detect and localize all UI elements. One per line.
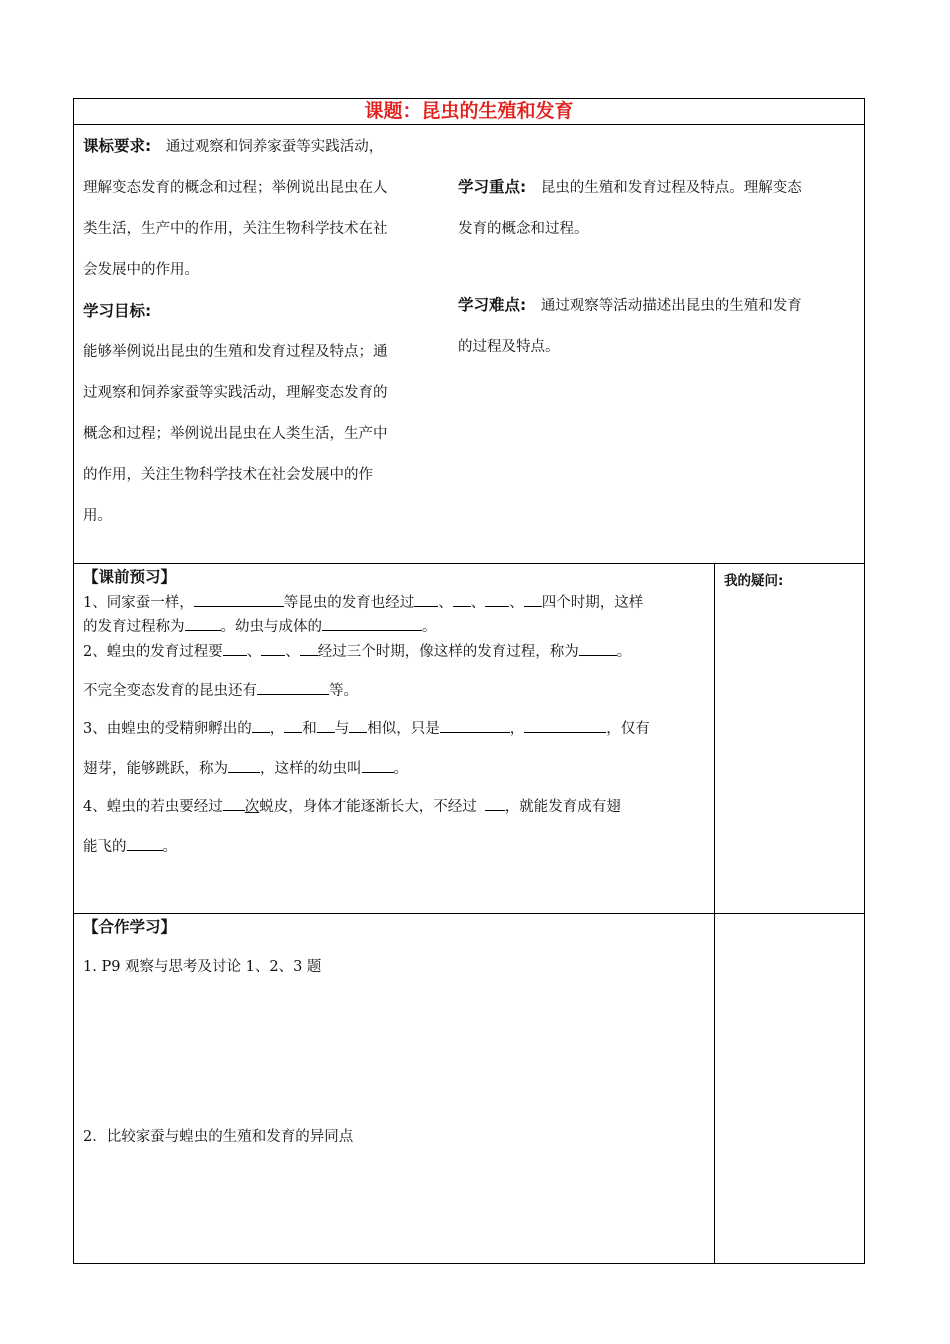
q3-blank-2[interactable] [284, 717, 302, 733]
cooperative-item-1: 1. P9 观察与思考及讨论 1、2、3 题 [83, 959, 322, 975]
difficulties-line-1 [458, 285, 858, 327]
q1-text-f: 四个时期，这样 [541, 595, 644, 612]
q3-text-c: 和 [302, 721, 317, 738]
difficulties-block [458, 285, 858, 368]
goals-line-5: 用。 [83, 508, 112, 524]
q1-text-g: 的发育过程称为 [83, 619, 185, 636]
key-points-label: 学习重点: [458, 178, 527, 196]
q1-sep-3: 、 [509, 595, 524, 612]
goals-line-4: 的作用，关注生物科学技术在社会发展中的作 [83, 467, 373, 483]
q3-text-g: ，仅有 [606, 721, 650, 738]
standards-text: 通过观察和饲养家蚕等实践活动， [165, 139, 384, 155]
divider-side-column [714, 563, 715, 1263]
q3-blank-6[interactable] [524, 717, 606, 733]
q3-text-d: 与 [334, 721, 350, 738]
preview-q2-line-1 [83, 640, 631, 661]
preview-q4-line-1 [83, 795, 621, 816]
q2-blank-examples[interactable] [257, 679, 329, 695]
preview-section [83, 565, 708, 910]
key-points-block [458, 167, 858, 250]
q1-blank-stage-3[interactable] [485, 591, 509, 607]
q1-blank-stage-1[interactable] [414, 591, 438, 607]
q3-text-i: ，这样的幼虫叫 [260, 761, 362, 778]
q1-blank-insects[interactable] [194, 591, 284, 607]
q1-blank-difference[interactable] [322, 615, 422, 631]
difficulties-line-2: 的过程及特点。 [458, 339, 560, 355]
q2-blank-stage-3[interactable] [300, 640, 318, 656]
my-questions-label: 我的疑问: [724, 573, 784, 589]
preview-q1-line-2 [83, 615, 437, 636]
q2-text-d: 经过三个时期，像这样的发育过程，称为 [317, 644, 579, 661]
q4-blank-count[interactable] [223, 795, 245, 811]
key-points-line-1 [458, 167, 858, 209]
preview-q3-line-1 [83, 717, 650, 738]
q3-text-a: 3、由蝗虫的受精卵孵出的 [83, 721, 252, 738]
q4-text-c: 蜕皮，身体才能逐渐长大，不经过 [259, 799, 477, 816]
q2-text-f: 不完全变态发育的昆虫还有 [83, 683, 257, 700]
preview-q3-line-2 [83, 757, 408, 778]
standards-line-1 [83, 126, 443, 168]
page-title: 课题：昆虫的生殖和发育 [74, 99, 864, 125]
q3-blank-1[interactable] [252, 717, 270, 733]
difficulties-label: 学习难点: [458, 296, 527, 314]
q1-text-a: 1、同家蚕一样， [83, 595, 194, 612]
q3-sep-1: ， [269, 721, 285, 738]
worksheet-table [73, 98, 865, 1264]
q2-sep-2: 、 [285, 644, 300, 661]
q3-sep-2: ， [509, 721, 525, 738]
preview-q4-line-2 [83, 835, 177, 856]
standards-line-3: 类生活，生产中的作用，关注生物科学技术在社 [83, 221, 388, 237]
q1-blank-stage-2[interactable] [453, 591, 471, 607]
q1-text-b: 等昆虫的发育也经过 [283, 595, 415, 612]
preview-heading: 【课前预习】 [83, 568, 177, 586]
q2-blank-process[interactable] [579, 640, 617, 656]
divider-cooperative-top [74, 913, 864, 914]
cooperative-heading: 【合作学习】 [83, 918, 177, 936]
q1-blank-process[interactable] [185, 615, 221, 631]
q3-blank-3[interactable] [317, 717, 335, 733]
q4-text-f: 。 [162, 839, 177, 856]
q1-blank-stage-4[interactable] [524, 591, 542, 607]
divider-preview-top [74, 563, 864, 564]
standards-label: 课标要求: [83, 137, 152, 155]
q1-sep-1: 、 [438, 595, 453, 612]
standards-line-4: 会发展中的作用。 [83, 262, 199, 278]
q3-blank-5[interactable] [440, 717, 510, 733]
cooperative-item-2: 2．比较家蚕与蝗虫的生殖和发育的异同点 [83, 1129, 354, 1145]
key-points-line-2: 发育的概念和过程。 [458, 221, 589, 237]
difficulties-text: 通过观察等活动描述出昆虫的生殖和发育 [540, 298, 802, 314]
key-points-text: 昆虫的生殖和发育过程及特点。理解变态 [540, 180, 802, 196]
q1-text-i: 。 [422, 619, 437, 636]
goals-line-3: 概念和过程；举例说出昆虫在人类生活，生产中 [83, 426, 388, 442]
q2-blank-stage-1[interactable] [223, 640, 247, 656]
q4-text-times: 次 [244, 799, 260, 816]
q3-text-h: 翅芽，能够跳跃，称为 [83, 761, 228, 778]
q1-sep-2: 、 [470, 595, 486, 612]
left-column [83, 126, 443, 537]
q4-text-a: 4、蝗虫的若虫要经过 [83, 799, 223, 816]
q2-blank-stage-2[interactable] [261, 640, 285, 656]
q3-blank-name[interactable] [228, 757, 260, 773]
q3-text-j: 。 [393, 761, 408, 778]
q2-sep-1: 、 [246, 644, 262, 661]
q2-text-g: 等。 [329, 683, 358, 700]
q2-text-e: 。 [616, 644, 632, 661]
q3-text-e: 相似，只是 [367, 721, 440, 738]
goals-line-1: 能够举例说出昆虫的生殖和发育过程及特点；通 [83, 344, 388, 360]
q4-blank-stage[interactable] [485, 795, 505, 811]
q3-blank-4[interactable] [349, 717, 367, 733]
q3-blank-larva[interactable] [362, 757, 394, 773]
q4-text-e: 能飞的 [83, 839, 127, 856]
standards-line-2: 理解变态发育的概念和过程；举例说出昆虫在人 [83, 180, 388, 196]
cooperative-section [83, 915, 708, 1260]
preview-q1-line-1 [83, 591, 643, 612]
q2-text-a: 2、蝗虫的发育过程要 [83, 644, 223, 661]
q4-text-d: ，就能发育成有翅 [504, 799, 621, 816]
preview-q2-line-2 [83, 679, 358, 700]
goals-label: 学习目标: [83, 302, 152, 320]
goals-line-2: 过观察和饲养家蚕等实践活动，理解变态发育的 [83, 385, 388, 401]
q1-text-h: 。幼虫与成体的 [220, 619, 322, 636]
q4-blank-adult[interactable] [127, 835, 163, 851]
